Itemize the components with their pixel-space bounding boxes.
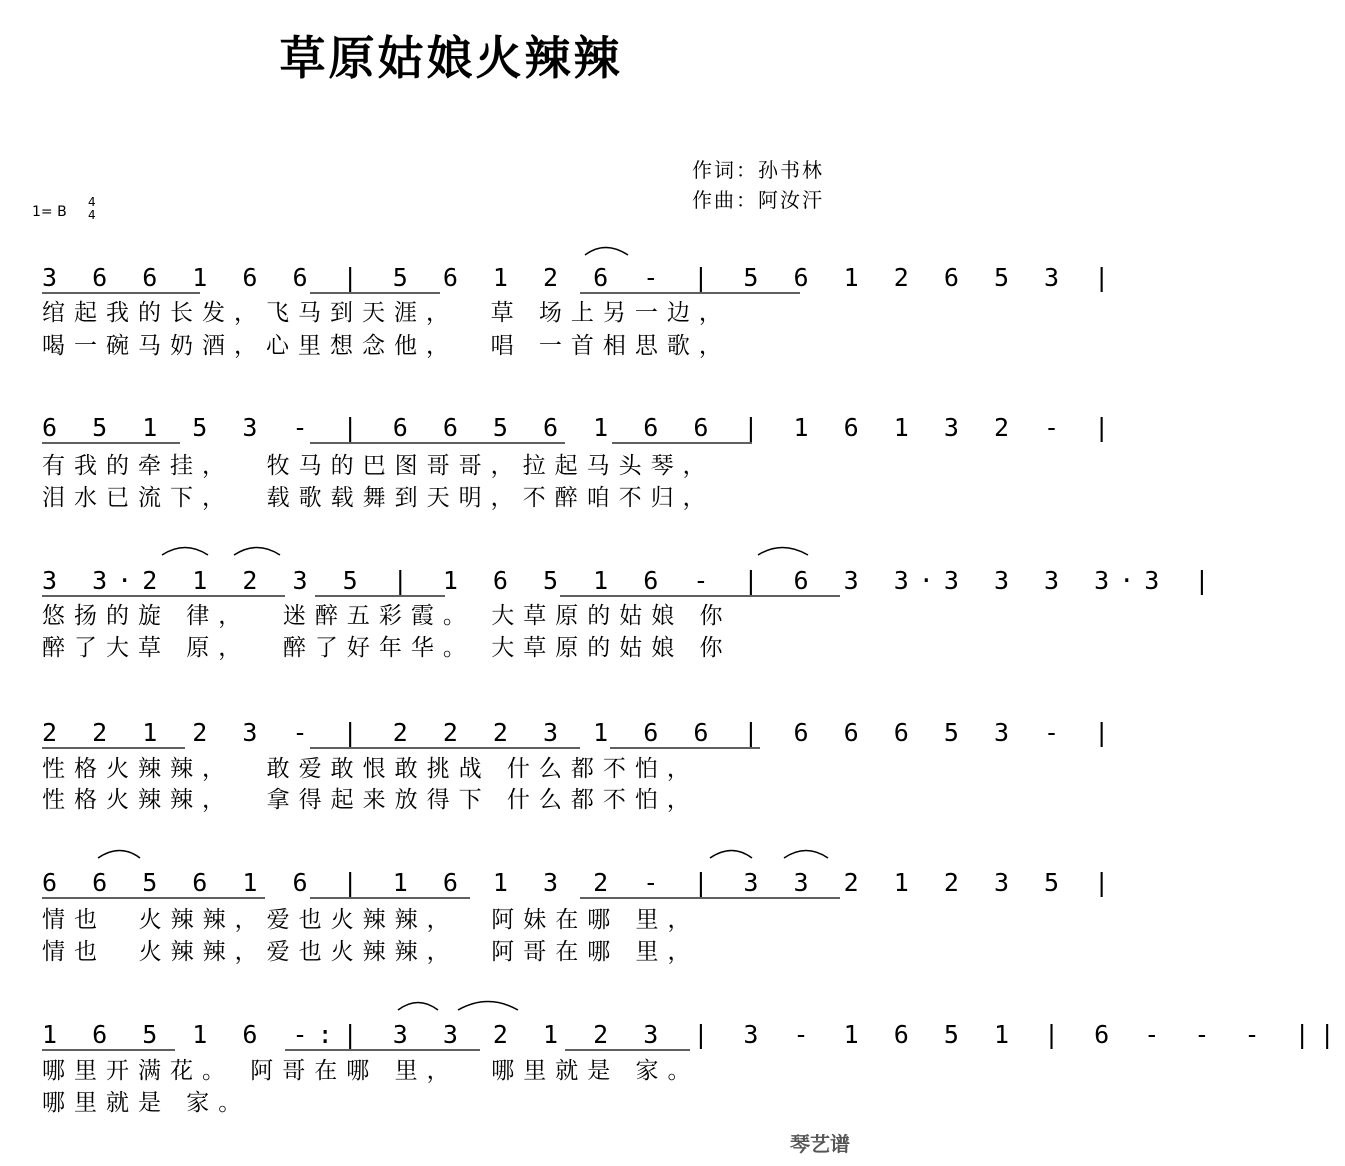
lyric-line-4a: 性格火辣辣， 敢爱敢恨敢挑战 什么都不怕， xyxy=(42,756,699,782)
notation-line-6: 1 6 5 1 6 -:| 3 3 2 1 2 3 | 3 - 1 6 5 1 | 6 - - - || xyxy=(42,1020,1345,1049)
notation-line-1: 3 6 6 1 6 6 | 5 6 1 2 6 - | 5 6 1 2 6 5 3 | xyxy=(42,263,1120,292)
lyric-line-3a: 悠扬的旋 律， 迷醉五彩霞。 大草原的姑娘 你 xyxy=(42,603,732,629)
tie-arc xyxy=(162,548,208,556)
notation-line-4: 2 2 1 2 3 - | 2 2 2 3 1 6 6 | 6 6 6 5 3 - | xyxy=(42,718,1120,747)
lyric-line-3b: 醉了大草 原， 醉了好年华。 大草原的姑娘 你 xyxy=(42,635,732,661)
lyric-line-1a: 绾起我的长发，飞马到天涯， 草 场上另一边， xyxy=(42,300,731,326)
notation-line-5: 6 6 5 6 1 6 | 1 6 1 3 2 - | 3 3 2 1 2 3 5 | xyxy=(42,868,1120,897)
watermark-logo: 琴艺谱 xyxy=(790,1132,850,1156)
tie-arc xyxy=(710,851,752,859)
lyricist-credit: 作词：孙书林 xyxy=(692,158,824,182)
key-signature: 1= B xyxy=(32,204,67,220)
tie-arc xyxy=(784,851,828,859)
tie-arc xyxy=(758,548,808,556)
lyric-line-2a: 有我的牵挂， 牧马的巴图哥哥，拉起马头琴， xyxy=(42,453,715,479)
tie-arc xyxy=(398,1003,438,1011)
song-title: 草原姑娘火辣辣 xyxy=(279,31,623,85)
lyric-line-5b: 情也 火辣辣，爱也火辣辣， 阿哥在哪 里， xyxy=(42,939,700,965)
notation-line-3: 3 3·2 1 2 3 5 | 1 6 5 1 6 - | 6 3 3·3 3 3 3·3 | xyxy=(42,566,1220,595)
tie-arc xyxy=(458,1002,518,1011)
tie-arc xyxy=(234,548,280,556)
lyric-line-6a: 哪里开满花。 阿哥在哪 里， 哪里就是 家。 xyxy=(42,1058,700,1084)
tie-arc xyxy=(585,248,628,256)
lyric-line-5a: 情也 火辣辣，爱也火辣辣， 阿妹在哪 里， xyxy=(42,907,700,933)
time-signature-bottom: 4 xyxy=(88,208,96,222)
time-signature-top: 4 xyxy=(88,195,96,209)
notation-line-2: 6 5 1 5 3 - | 6 6 5 6 1 6 6 | 1 6 1 3 2 - | xyxy=(42,413,1120,442)
composer-credit: 作曲：阿汝汗 xyxy=(692,188,824,212)
lyric-line-1b: 喝一碗马奶酒，心里想念他， 唱 一首相思歌， xyxy=(42,333,731,359)
tie-arc xyxy=(98,851,140,859)
lyric-line-2b: 泪水已流下， 载歌载舞到天明，不醉咱不归， xyxy=(42,485,715,511)
lyric-line-6b: 哪里就是 家。 xyxy=(42,1090,251,1116)
lyric-line-4b: 性格火辣辣， 拿得起来放得下 什么都不怕， xyxy=(42,787,699,813)
